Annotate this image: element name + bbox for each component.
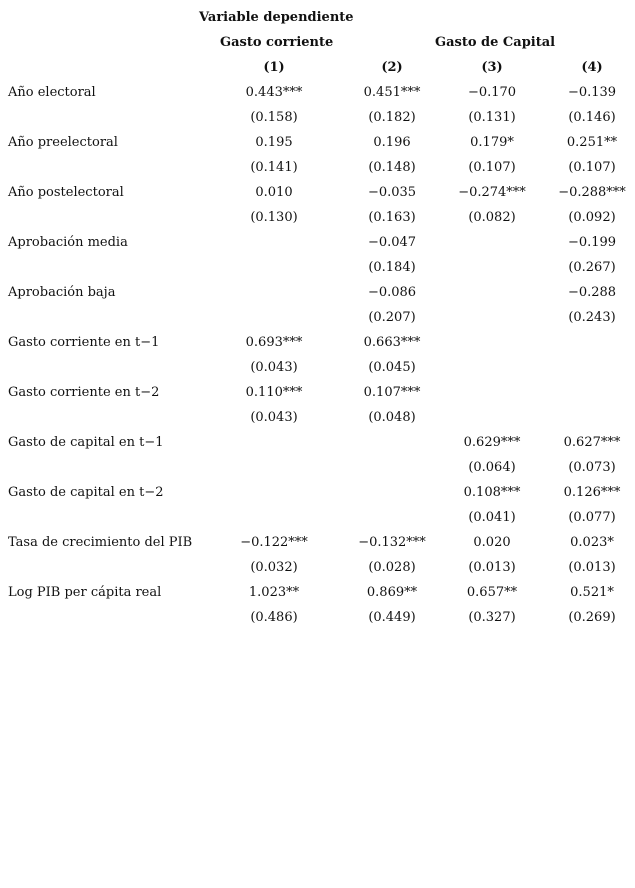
standard-error-cell: (0.146) [568, 110, 616, 125]
group-header-current: Gasto corriente [220, 35, 334, 50]
column-header-2: (2) [381, 60, 403, 75]
standard-error-cell: (0.243) [568, 310, 616, 325]
coefficient-cell: −0.139 [567, 85, 617, 100]
standard-error-cell: (0.077) [568, 510, 616, 525]
standard-error-cell: (0.045) [368, 360, 416, 375]
standard-error-cell: (0.486) [250, 610, 298, 625]
coefficient-cell: 0.107*** [363, 385, 421, 400]
standard-error-cell: (0.032) [250, 560, 298, 575]
standard-error-cell: (0.141) [250, 160, 298, 175]
group-header-capital: Gasto de Capital [435, 35, 556, 50]
standard-error-cell: (0.207) [368, 310, 416, 325]
standard-error-cell: (0.013) [568, 560, 616, 575]
standard-error-cell: (0.028) [368, 560, 416, 575]
coefficient-cell: −0.132*** [358, 535, 426, 550]
standard-error-cell: (0.092) [568, 210, 616, 225]
dependent-variable-header: Variable dependiente [199, 10, 354, 25]
standard-error-cell: (0.148) [368, 160, 416, 175]
coefficient-cell: 0.020 [473, 535, 511, 550]
coefficient-cell: −0.035 [367, 185, 417, 200]
standard-error-cell: (0.073) [568, 460, 616, 475]
coefficient-cell: 0.627*** [563, 435, 621, 450]
coefficient-cell: −0.086 [367, 285, 417, 300]
row-label: Tasa de crecimiento del PIB [8, 535, 193, 550]
coefficient-cell: 0.693*** [245, 335, 303, 350]
standard-error-cell: (0.130) [250, 210, 298, 225]
coefficient-cell: 0.657** [466, 585, 518, 600]
row-label: Log PIB per cápita real [8, 585, 162, 600]
row-label: Año postelectoral [8, 185, 124, 200]
coefficient-cell: −0.274*** [458, 185, 526, 200]
row-label: Año electoral [8, 85, 96, 100]
coefficient-cell: 0.663*** [363, 335, 421, 350]
standard-error-cell: (0.064) [468, 460, 516, 475]
row-label: Gasto de capital en t−2 [8, 485, 164, 500]
standard-error-cell: (0.158) [250, 110, 298, 125]
row-label: Gasto corriente en t−2 [8, 385, 160, 400]
column-header-4: (4) [581, 60, 603, 75]
standard-error-cell: (0.182) [368, 110, 416, 125]
coefficient-cell: −0.199 [567, 235, 617, 250]
coefficient-cell: 0.443*** [245, 85, 303, 100]
coefficient-cell: 0.629*** [463, 435, 521, 450]
row-label: Aprobación media [8, 235, 128, 250]
row-label: Gasto corriente en t−1 [8, 335, 160, 350]
standard-error-cell: (0.107) [568, 160, 616, 175]
coefficient-cell: 0.023* [570, 535, 614, 550]
coefficient-cell: 0.451*** [363, 85, 421, 100]
row-label: Aprobación baja [8, 285, 116, 300]
coefficient-cell: 0.195 [255, 135, 293, 150]
standard-error-cell: (0.269) [568, 610, 616, 625]
standard-error-cell: (0.163) [368, 210, 416, 225]
coefficient-cell: 0.869** [366, 585, 418, 600]
coefficient-cell: −0.047 [367, 235, 417, 250]
standard-error-cell: (0.184) [368, 260, 416, 275]
coefficient-cell: 0.126*** [563, 485, 621, 500]
row-label: Año preelectoral [8, 135, 118, 150]
standard-error-cell: (0.267) [568, 260, 616, 275]
coefficient-cell: 0.196 [373, 135, 411, 150]
standard-error-cell: (0.043) [250, 410, 298, 425]
standard-error-cell: (0.107) [468, 160, 516, 175]
coefficient-cell: −0.288 [567, 285, 617, 300]
coefficient-cell: 0.110*** [245, 385, 303, 400]
standard-error-cell: (0.013) [468, 560, 516, 575]
coefficient-cell: −0.122*** [240, 535, 308, 550]
standard-error-cell: (0.082) [468, 210, 516, 225]
coefficient-cell: 0.010 [255, 185, 293, 200]
column-header-1: (1) [263, 60, 285, 75]
standard-error-cell: (0.043) [250, 360, 298, 375]
standard-error-cell: (0.041) [468, 510, 516, 525]
coefficient-cell: 0.108*** [463, 485, 521, 500]
coefficient-cell: −0.170 [467, 85, 517, 100]
standard-error-cell: (0.449) [368, 610, 416, 625]
standard-error-cell: (0.327) [468, 610, 516, 625]
coefficient-cell: 0.179* [470, 135, 514, 150]
coefficient-cell: 1.023** [248, 585, 300, 600]
coefficient-cell: −0.288*** [558, 185, 626, 200]
standard-error-cell: (0.048) [368, 410, 416, 425]
column-header-3: (3) [481, 60, 503, 75]
row-label: Gasto de capital en t−1 [8, 435, 164, 450]
standard-error-cell: (0.131) [468, 110, 516, 125]
coefficient-cell: 0.251** [566, 135, 618, 150]
coefficient-cell: 0.521* [570, 585, 614, 600]
